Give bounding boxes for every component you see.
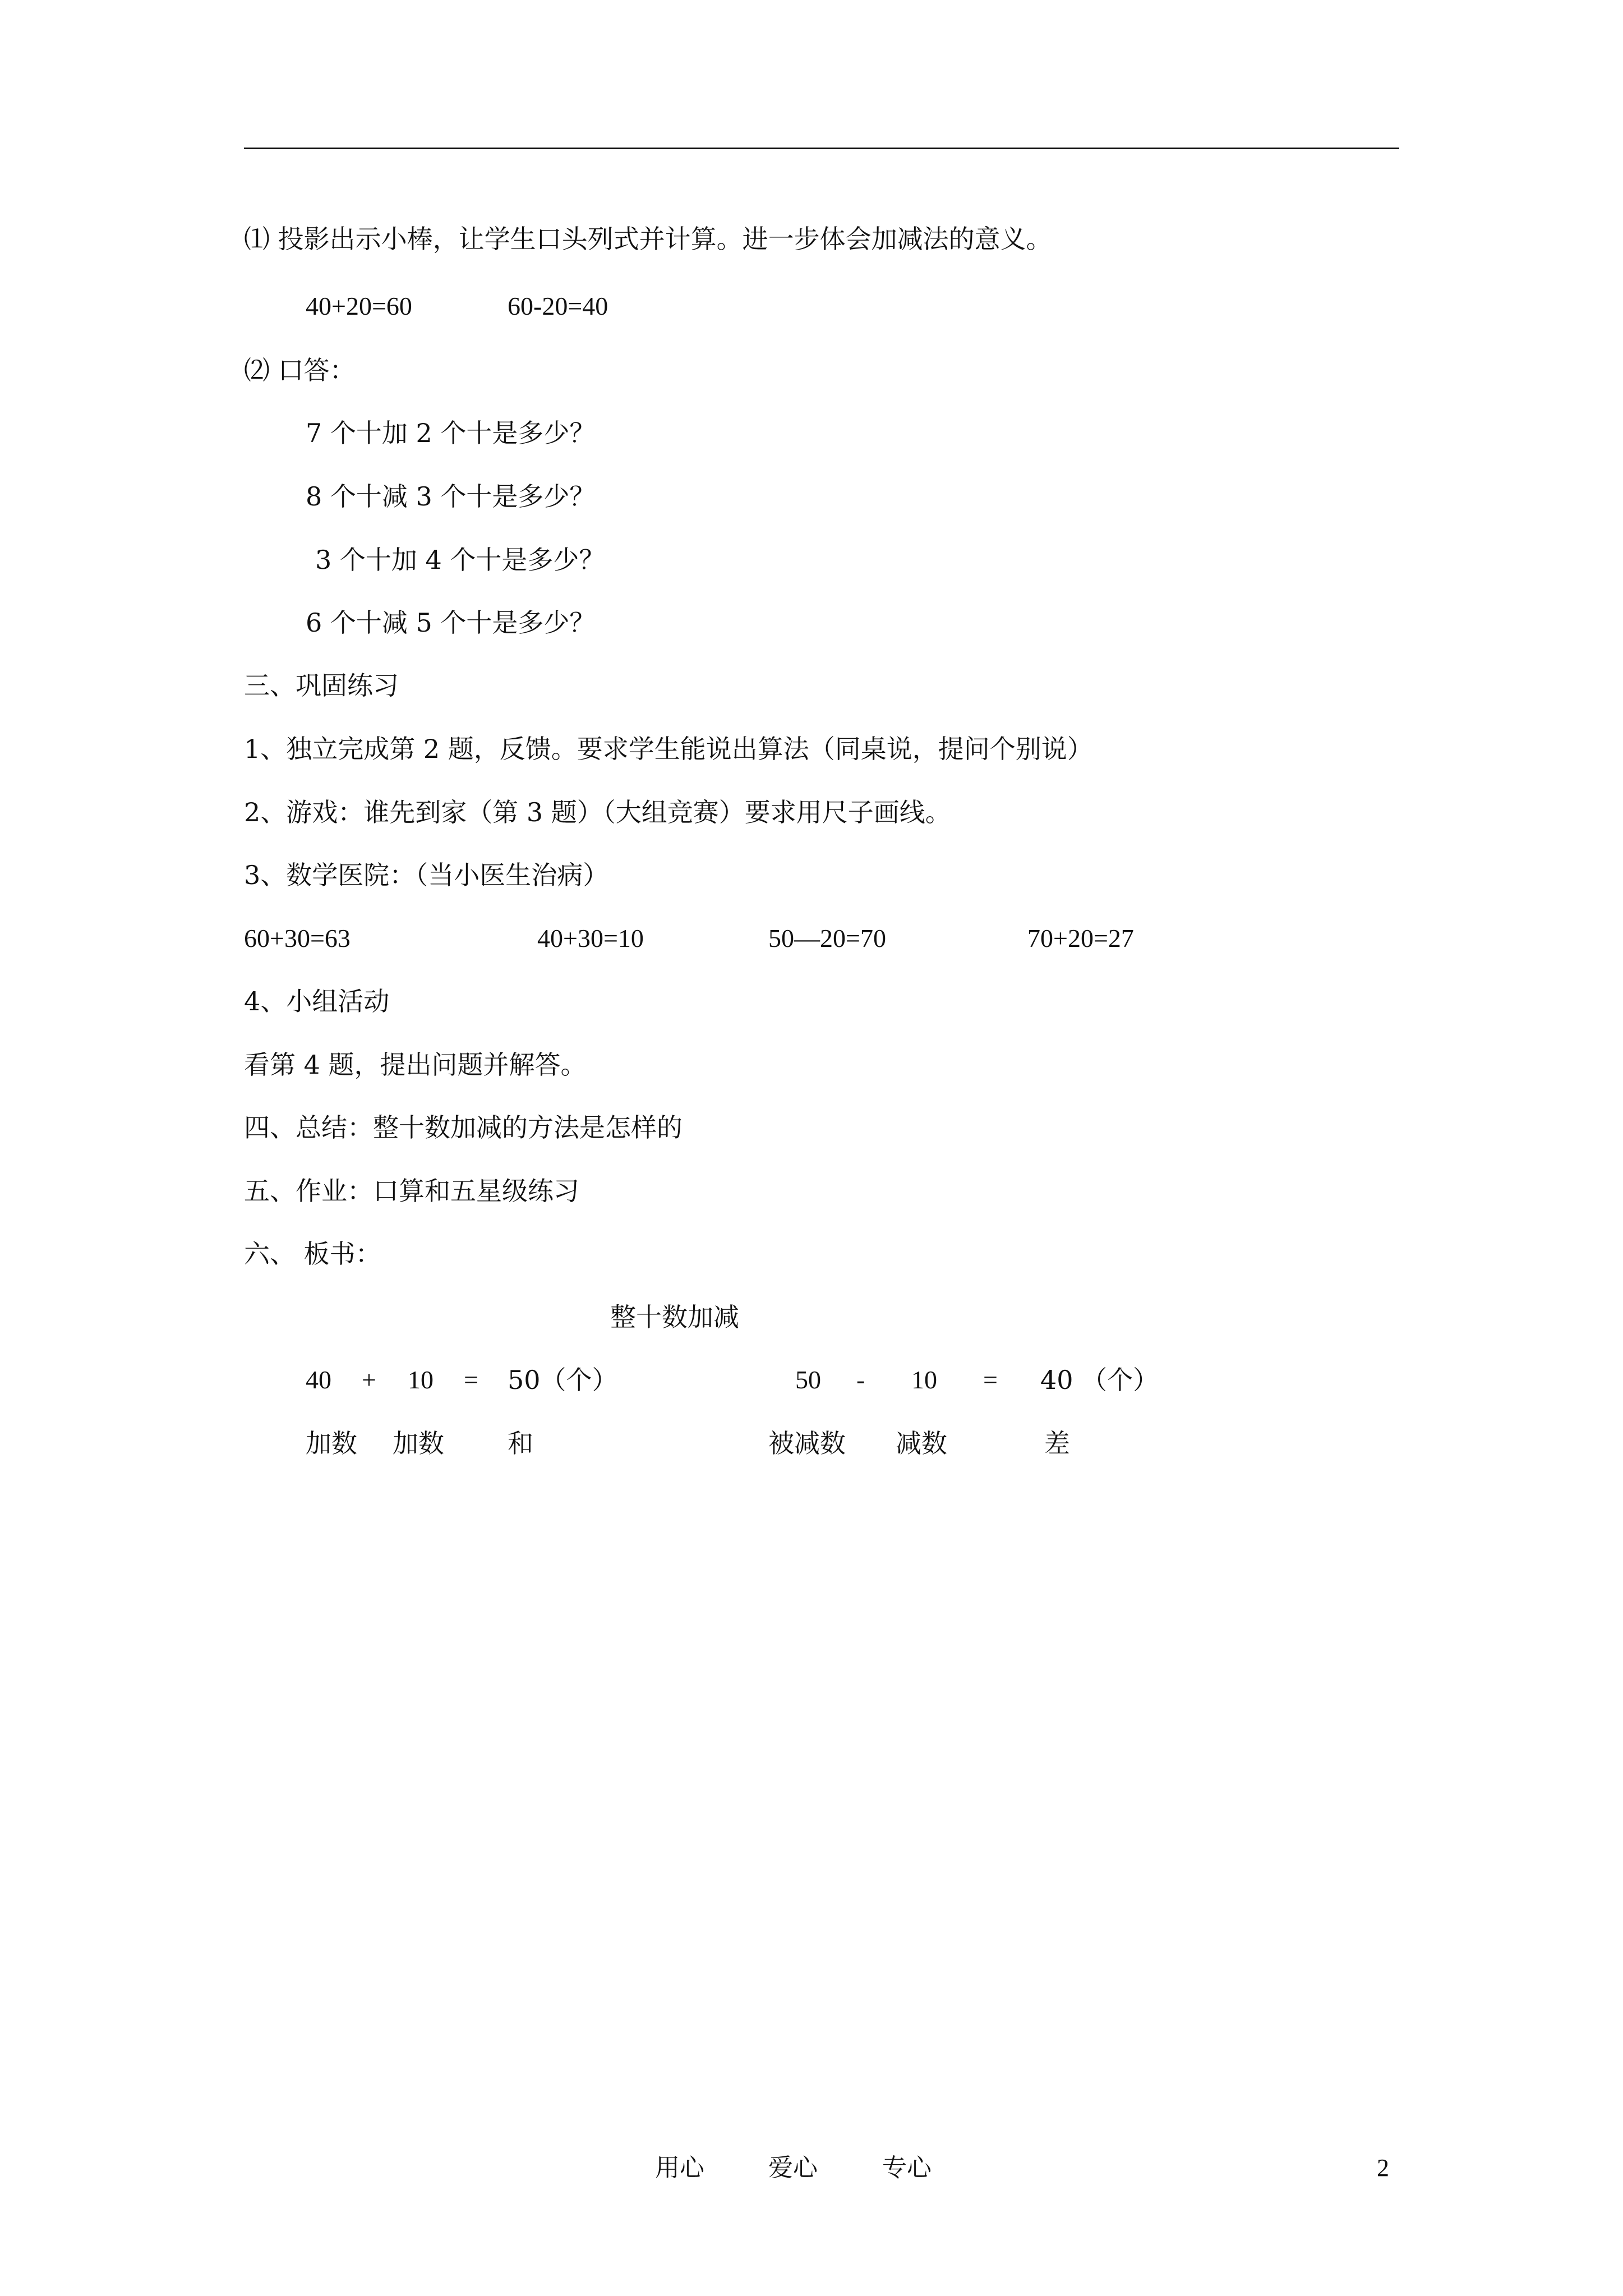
oral-question-2: 8 个十减 3 个十是多少？ [306, 481, 596, 512]
board-difference: 40 （个） [1040, 1365, 1159, 1395]
exercise-item-4-text: 看第 4 题，提出问题并解答。 [244, 1050, 587, 1080]
board-subtrahend: 10 [911, 1365, 937, 1394]
board-sum: 50（个） [508, 1365, 618, 1395]
board-addend-2: 10 [408, 1365, 434, 1394]
footer-motto-1: 用心 [655, 2154, 704, 2182]
section-5-heading: 五、作业：口算和五星级练习 [244, 1176, 579, 1206]
step-1-equation-add: 40+20=60 [306, 292, 412, 320]
section-3-heading: 三、巩固练习 [244, 670, 399, 701]
page-number: 2 [1377, 2154, 1389, 2182]
hospital-equation-1: 60+30=63 [244, 924, 351, 953]
step-1-equation-subtract: 60-20=40 [508, 292, 608, 320]
footer-motto-2: 爱心 [768, 2154, 818, 2182]
oral-question-1: 7 个十加 2 个十是多少？ [306, 418, 596, 448]
board-plus-sign: + [362, 1365, 376, 1394]
exercise-item-2: 2、游戏：谁先到家（第 3 题）（大组竞赛）要求用尺子画线。 [244, 797, 951, 827]
board-equals-sign-sub: = [983, 1365, 998, 1394]
board-equals-sign-add: = [464, 1365, 478, 1394]
exercise-item-3: 3、数学医院：（当小医生治病） [244, 860, 609, 890]
board-label-addend-2: 加数 [393, 1428, 444, 1458]
hospital-equation-2: 40+30=10 [537, 924, 644, 953]
exercise-item-1: 1、独立完成第 2 题，反馈。要求学生能说出算法（同桌说，提问个别说） [244, 734, 1093, 764]
board-label-minuend: 被减数 [768, 1428, 846, 1458]
hospital-equation-4: 70+20=27 [1027, 924, 1134, 953]
board-label-sum: 和 [508, 1428, 533, 1458]
oral-question-4: 6 个十减 5 个十是多少？ [306, 608, 596, 638]
header-rule [244, 148, 1399, 149]
oral-question-3: 3 个十加 4 个十是多少？ [315, 545, 605, 575]
footer-motto-3: 专心 [882, 2154, 932, 2182]
exercise-item-4: 4、小组活动 [244, 986, 390, 1016]
section-6-heading: 六、 板书： [244, 1239, 381, 1269]
board-minus-sign: - [856, 1365, 865, 1394]
board-label-subtrahend: 减数 [896, 1428, 947, 1458]
board-label-difference: 差 [1044, 1428, 1070, 1458]
board-minuend: 50 [795, 1365, 821, 1394]
section-4-heading: 四、总结：整十数加减的方法是怎样的 [244, 1112, 683, 1143]
step-2-text: ⑵ 口答： [244, 355, 356, 385]
board-label-addend-1: 加数 [306, 1428, 357, 1458]
hospital-equation-3: 50—20=70 [768, 924, 886, 953]
board-title: 整十数加减 [610, 1302, 739, 1332]
board-addend-1: 40 [306, 1365, 331, 1394]
step-1-text: ⑴ 投影出示小棒，让学生口头列式并计算。进一步体会加减法的意义。 [244, 224, 1052, 254]
